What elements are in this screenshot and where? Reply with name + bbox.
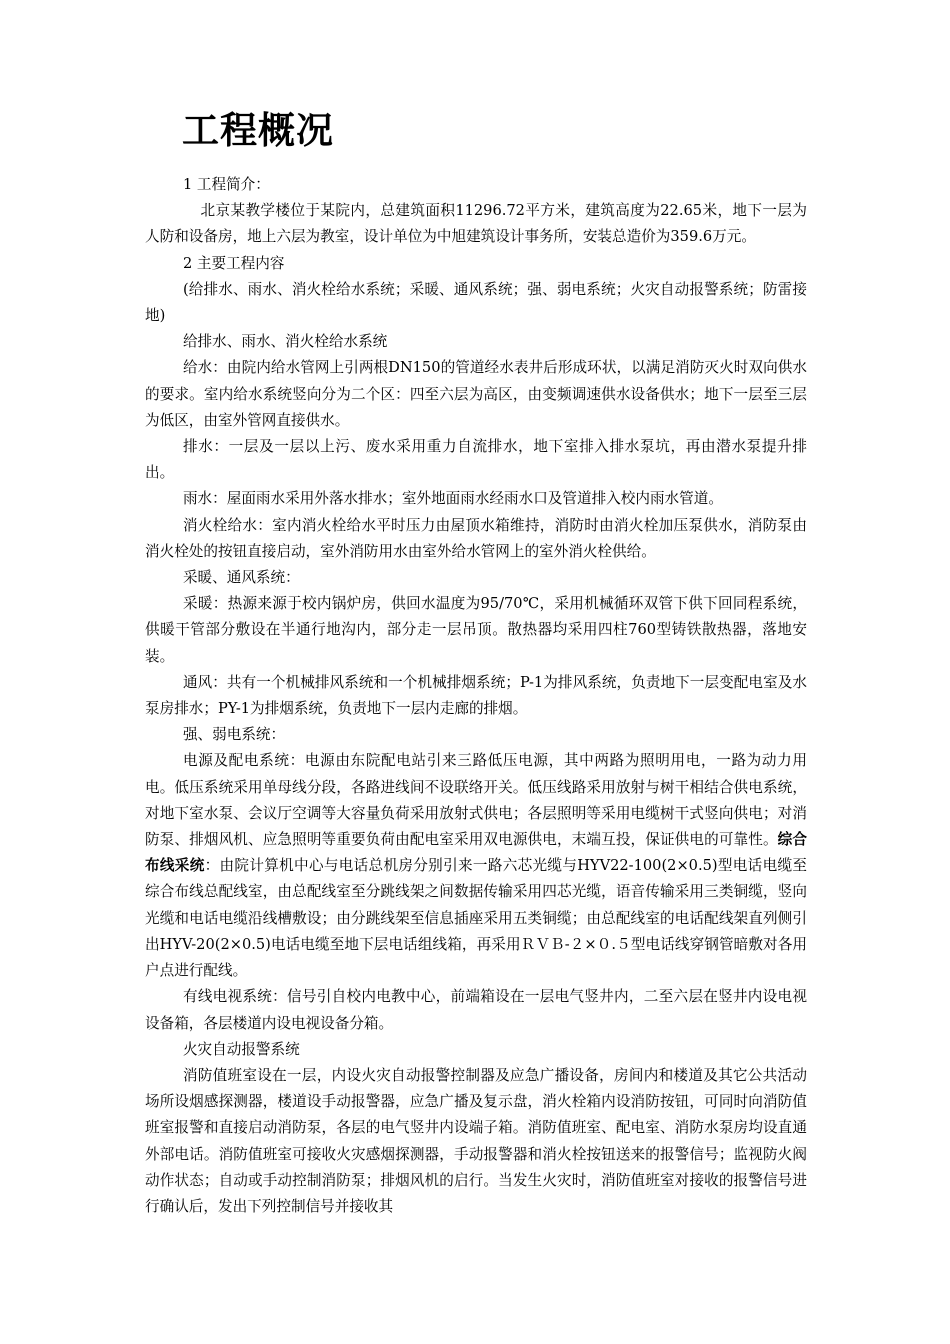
document-body: [145, 172, 807, 1220]
paragraph-text: 电源及配电系统：电源由东院配电站引来三路低压电源，其中两路为照明用电，一路为动力用电。低压系统采用单母线分段，各路进线间不设联络开关。低压线路采用放射与树干相结合供电系统，对地下室水泵、会议厅空调等大容量负荷采用放射式供电；各层照明等采用电缆树干式竖向供电；对消防泵、排烟风机、应急照明等重要负荷由配电室采用双电源供电，末端互投，保证供电的可靠性。: [145, 752, 807, 849]
paragraph: 雨水：屋面雨水采用外落水排水；室外地面雨水经雨水口及管道排入校内雨水管道。: [182, 490, 723, 508]
paragraph: 有线电视系统：信号引自校内电教中心，前端箱设在一层电气竖井内，二至六层在竖井内设电视设备箱，各层楼道内设电视设备分箱。: [145, 988, 807, 1032]
paragraph: (给排水、雨水、消火栓给水系统；采暖、通风系统；强、弱电系统；火灾自动报警系统；防雷接地): [145, 280, 807, 325]
paragraph: [145, 748, 807, 984]
document-title: 工程概况: [182, 109, 334, 152]
subsection-heading: 采暖、通风系统：: [182, 569, 300, 587]
subsection-heading: 火灾自动报警系统: [182, 1040, 300, 1058]
bold-term: 综合布线采统: [145, 831, 807, 875]
paragraph: 通风：共有一个机械排风系统和一个机械排烟系统；P-1为排风系统，负责地下一层变配电室及水泵房排水；PY-1为排烟系统，负责地下一层内走廊的排烟。: [145, 673, 807, 718]
section-heading: 2 主要工程内容: [182, 254, 285, 272]
paragraph: 消防值班室设在一层，内设火灾自动报警控制器及应急广播设备，房间内和楼道及其它公共活动场所设烟感探测器，楼道设手动报警器，应急广播及复示盘，消火栓箱内设消防按钮，可同时向消防值班室报警和直接启动消防泵，各层的电气竖井内设端子箱。消防值班室、配电室、消防水泵房均设直通外部电话。消防值班室可接收火灾感烟探测器，手动报警器和消火栓按钮送来的报警信号；监视防火阀动作状态；自动或手动控制消防泵；排烟风机的启行。当发生火灾时，消防值班室对接收的报警信号进行确认后，发出下列控制信号并接收其: [145, 1066, 807, 1215]
paragraph-text: ：由院计算机中心与电话总机房分别引来一路六芯光缆与HYV22-100(2×0.5)型电话电缆至综合布线总配线室，由总配线室至分跳线架之间数据传输采用四芯光缆，语音传输采用三类铜缆，竖向光缆和电话电缆沿线槽敷设；由分跳线架至信息插座采用五类铜缆；由总配线室的电话配线架直列侧引出HYV-20(2×0.5)电话电缆至地下层电话组线箱，再采用ＲＶＢ-２×０.５型电话线穿钢管暗敷对各用户点进行配线。: [145, 857, 807, 980]
paragraph: 采暖：热源来源于校内锅炉房，供回水温度为95/70℃，采用机械循环双管下供下回同程系统，供暖干管部分敷设在半通行地沟内，部分走一层吊顶。散热器均采用四柱760型铸铁散热器，落地安装。: [145, 595, 807, 665]
paragraph: 排水：一层及一层以上污、废水采用重力自流排水，地下室排入排水泵坑，再由潜水泵提升排出。: [145, 438, 807, 482]
subsection-heading: 给排水、雨水、消火栓给水系统: [182, 333, 388, 351]
paragraph: 给水：由院内给水管网上引两根DN150的管道经水表井后形成环状，以满足消防灭火时双向供水的要求。室内给水系统竖向分为二个区：四至六层为高区，由变频调速供水设备供水；地下一层至三层为低区，由室外管网直接供水。: [145, 359, 807, 429]
paragraph: 北京某教学楼位于某院内，总建筑面积11296.72平方米，建筑高度为22.65米，地下一层为人防和设备房，地上六层为教室，设计单位为中旭建筑设计事务所，安装总造价为359.6万元。: [145, 202, 807, 246]
paragraph: 消火栓给水：室内消火栓给水平时压力由屋顶水箱维持，消防时由消火栓加压泵供水，消防泵由消火栓处的按钮直接启动，室外消防用水由室外给水管网上的室外消火栓供给。: [145, 516, 807, 560]
section-heading: 1 工程简介：: [182, 176, 270, 193]
subsection-heading: 强、弱电系统：: [182, 726, 286, 744]
